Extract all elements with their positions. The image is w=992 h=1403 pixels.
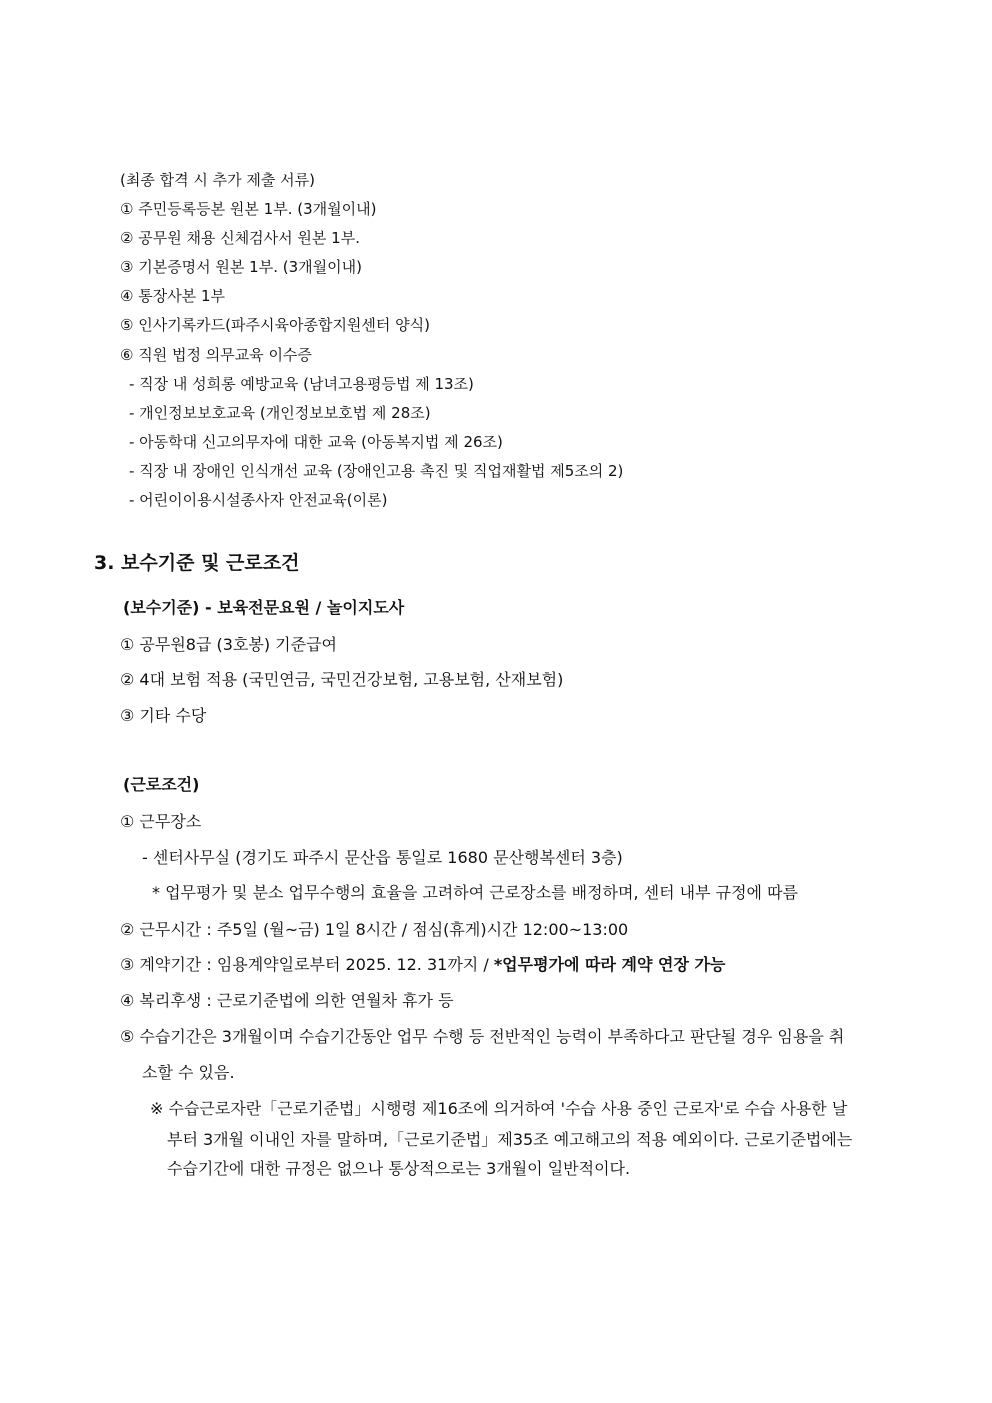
docs-item-1: ① 주민등록등본 원본 1부. (3개월이내): [120, 200, 377, 218]
probation-note-line-3: 수습기간에 대한 규정은 없으나 통상적으로는 3개월이 일반적이다.: [167, 1159, 631, 1178]
docs-item-5: ⑤ 인사기록카드(파주시육아종합지원센터 양식): [120, 316, 430, 334]
probation-note-line-2: 부터 3개월 이내인 자를 말하며,「근로기준법」제35조 예고해고의 적용 예외이다. 근로기준법에는: [167, 1130, 853, 1149]
work-hours: ② 근무시간 : 주5일 (월~금) 1일 8시간 / 점심(휴게)시간 12:00~13:00: [120, 920, 629, 939]
docs-subitem-4: - 직장 내 장애인 인식개선 교육 (장애인고용 촉진 및 직업재활법 제5조의 2): [129, 462, 624, 480]
work-contract-text: ③ 계약기간 : 임용계약일로부터 2025. 12. 31까지 /: [120, 955, 494, 974]
docs-item-3: ③ 기본증명서 원본 1부. (3개월이내): [120, 258, 362, 276]
work-place-detail: - 센터사무실 (경기도 파주시 문산읍 통일로 1680 문산행복센터 3층): [142, 848, 623, 867]
docs-item-2: ② 공무원 채용 신체검사서 원본 1부.: [120, 229, 360, 247]
docs-subitem-1: - 직장 내 성희롱 예방교육 (남녀고용평등법 제 13조): [129, 375, 474, 393]
docs-subitem-5: - 어린이이용시설종사자 안전교육(이론): [129, 491, 388, 509]
pay-heading: (보수기준) - 보육전문요원 / 놀이지도사: [123, 598, 405, 617]
docs-subitem-3: - 아동학대 신고의무자에 대한 교육 (아동복지법 제 26조): [129, 433, 503, 451]
work-probation-line-2: 소할 수 있음.: [142, 1063, 235, 1082]
work-place-note: * 업무평가 및 분소 업무수행의 효율을 고려하여 근로장소를 배정하며, 센터 내부 규정에 따름: [152, 883, 798, 902]
work-place: ① 근무장소: [120, 812, 202, 831]
docs-heading: (최종 합격 시 추가 제출 서류): [120, 171, 315, 189]
work-welfare: ④ 복리후생 : 근로기준법에 의한 연월차 휴가 등: [120, 991, 454, 1010]
probation-note-line-1: ※ 수습근로자란「근로기준법」시행령 제16조에 의거하여 '수습 사용 중인 근로자'로 수습 사용한 날: [150, 1099, 848, 1118]
docs-subitem-2: - 개인정보보호교육 (개인정보보호법 제 28조): [129, 404, 431, 422]
docs-item-4: ④ 통장사본 1부: [120, 287, 225, 305]
work-heading: (근로조건): [123, 775, 200, 794]
work-contract: [120, 955, 725, 975]
work-probation-line-1: ⑤ 수습기간은 3개월이며 수습기간동안 업무 수행 등 전반적인 능력이 부족하다고 판단될 경우 임용을 취: [120, 1027, 845, 1046]
pay-item-1: ① 공무원8급 (3호봉) 기준급여: [120, 635, 338, 654]
pay-item-2: ② 4대 보험 적용 (국민연금, 국민건강보험, 고용보험, 산재보험): [120, 670, 564, 689]
work-contract-emphasis: *업무평가에 따라 계약 연장 가능: [493, 955, 726, 974]
pay-item-3: ③ 기타 수당: [120, 706, 207, 725]
section-3-title: 3. 보수기준 및 근로조건: [94, 552, 300, 574]
docs-item-6: ⑥ 직원 법정 의무교육 이수증: [120, 346, 312, 364]
